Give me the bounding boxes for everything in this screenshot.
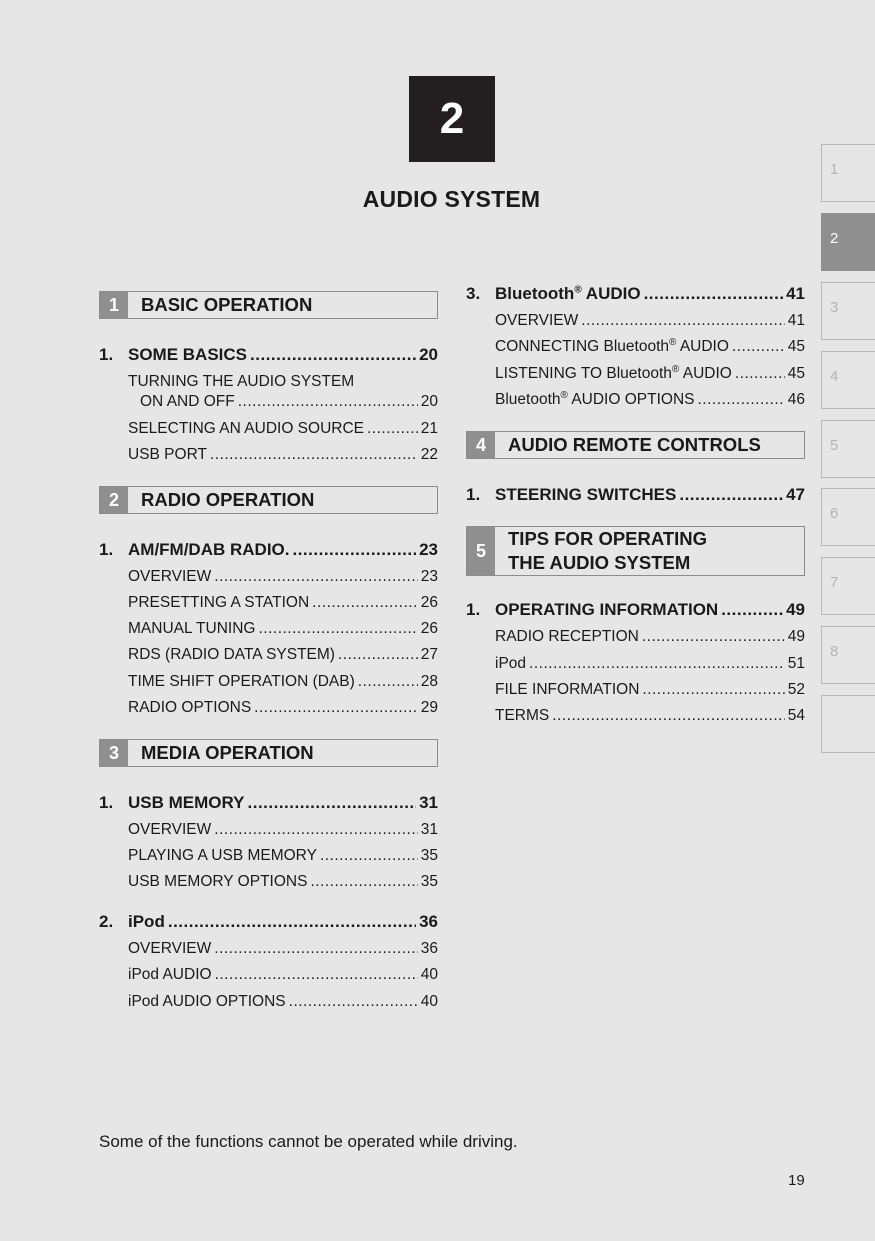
toc-entry-ipod-audio[interactable] [128, 966, 438, 984]
entry-title: RADIO OPTIONS [128, 699, 252, 716]
entry-number: 2. [99, 912, 114, 931]
dot-leader [529, 655, 785, 673]
dot-leader [214, 821, 417, 839]
section-title: RADIO OPERATION [141, 489, 315, 510]
toc-entry-time-shift[interactable] [128, 673, 438, 691]
entry-page: 49 [786, 600, 805, 619]
toc-entry-radio-options[interactable] [128, 699, 438, 717]
toc-entry-bt-listening[interactable] [495, 365, 805, 383]
chapter-tab-1[interactable]: 1 [821, 144, 875, 202]
entry-title: USB PORT [128, 446, 207, 463]
dot-leader [214, 940, 417, 958]
entry-number: 1. [99, 540, 114, 559]
entry-page: 45 [787, 338, 805, 355]
entry-page: 26 [420, 620, 438, 637]
toc-entry-radio-overview[interactable] [128, 568, 438, 586]
entry-page: 31 [420, 821, 438, 838]
entry-title: OVERVIEW [495, 312, 579, 329]
section-number: 2 [100, 487, 128, 513]
toc-entry-some-basics[interactable] [99, 345, 438, 365]
entry-page: 20 [420, 393, 438, 410]
toc-entry-presetting-station[interactable] [128, 594, 438, 612]
chapter-tab-4[interactable]: 4 [821, 351, 875, 409]
entry-page: 29 [420, 699, 438, 716]
entry-page: 27 [420, 646, 438, 663]
entry-title: USB MEMORY OPTIONS [128, 873, 308, 890]
registered-mark: ® [560, 389, 568, 401]
page-number: 19 [788, 1172, 805, 1189]
toc-entry-ipod-overview[interactable] [128, 940, 438, 958]
chapter-tab-3[interactable]: 3 [821, 282, 875, 340]
dot-leader [644, 284, 784, 304]
section-header-radio-operation[interactable] [99, 486, 438, 514]
entry-title: TERMS [495, 707, 550, 724]
toc-entry-amfm-dab-radio[interactable] [99, 540, 438, 560]
entry-number: 1. [99, 793, 114, 812]
entry-title: iPod [128, 912, 165, 931]
toc-entry-radio-reception[interactable] [495, 628, 805, 646]
toc-entry-rds[interactable] [128, 646, 438, 664]
chapter-number: 2 [439, 94, 465, 143]
entry-title: TIME SHIFT OPERATION (DAB) [128, 673, 355, 690]
toc-entry-steering-switches[interactable] [466, 485, 805, 505]
entry-title: MANUAL TUNING [128, 620, 256, 637]
toc-entry-turning-line1[interactable] [128, 373, 438, 391]
dot-leader [338, 646, 418, 664]
entry-title: iPod AUDIO [128, 966, 212, 983]
toc-entry-playing-usb[interactable] [128, 847, 438, 865]
registered-mark: ® [574, 284, 582, 296]
entry-title: OVERVIEW [128, 821, 212, 838]
entry-page: 35 [420, 873, 438, 890]
entry-page: 49 [787, 628, 805, 645]
entry-title: Bluetooth® AUDIO [495, 284, 641, 303]
dot-leader [697, 391, 784, 409]
dot-leader [254, 699, 418, 717]
section-number: 3 [100, 740, 128, 766]
entry-title: SELECTING AN AUDIO SOURCE [128, 420, 364, 437]
dot-leader [168, 912, 416, 932]
dot-leader [732, 338, 785, 356]
entry-title: iPod AUDIO OPTIONS [128, 993, 286, 1010]
entry-page: 31 [419, 793, 438, 812]
dot-leader [312, 594, 418, 612]
entry-page: 36 [419, 912, 438, 931]
entry-page: 52 [787, 681, 805, 698]
dot-leader [210, 446, 418, 464]
toc-entry-usb-options[interactable] [128, 873, 438, 891]
dot-leader [214, 568, 417, 586]
dot-leader [250, 345, 416, 365]
entry-number: 1. [99, 345, 114, 364]
toc-entry-bt-overview[interactable] [495, 312, 805, 330]
entry-number: 1. [466, 600, 481, 619]
toc-entry-ipod-audio-options[interactable] [128, 993, 438, 1011]
section-header-audio-remote-controls[interactable] [466, 431, 805, 459]
toc-entry-usb-overview[interactable] [128, 821, 438, 839]
entry-page: 20 [419, 345, 438, 364]
dot-leader [358, 673, 418, 691]
dot-leader [292, 540, 416, 560]
section-header-tips-for-operating[interactable] [466, 526, 805, 576]
entry-page: 40 [420, 993, 438, 1010]
entry-page: 40 [420, 966, 438, 983]
entry-title: iPod [495, 655, 527, 672]
entry-page: 35 [420, 847, 438, 864]
entry-number: 3. [466, 284, 481, 303]
toc-entry-usb-memory[interactable] [99, 793, 438, 813]
toc-entry-turning-line2[interactable] [140, 393, 438, 411]
toc-entry-terms[interactable] [495, 707, 805, 725]
dot-leader [679, 485, 783, 505]
entry-page: 41 [786, 284, 805, 303]
chapter-title: AUDIO SYSTEM [362, 186, 541, 212]
entry-page: 21 [420, 420, 438, 437]
section-number: 5 [467, 527, 495, 575]
entry-page: 28 [420, 673, 438, 690]
dot-leader [248, 793, 417, 813]
entry-title: FILE INFORMATION [495, 681, 640, 698]
registered-mark: ® [671, 363, 680, 375]
entry-title: RADIO RECEPTION [495, 628, 639, 645]
section-number: 4 [467, 432, 495, 458]
toc-entry-manual-tuning[interactable] [128, 620, 438, 638]
entry-title: OVERVIEW [128, 568, 212, 585]
dot-leader [581, 312, 784, 330]
chapter-tab-blank[interactable] [821, 695, 875, 753]
section-title: BASIC OPERATION [141, 294, 313, 315]
section-header-basic-operation[interactable] [99, 291, 438, 319]
registered-mark: ® [669, 336, 677, 348]
entry-page: 26 [420, 594, 438, 611]
toc-entry-bluetooth-audio[interactable] [466, 284, 805, 304]
entry-page: 46 [787, 391, 805, 408]
chapter-tab-6[interactable]: 6 [821, 488, 875, 546]
entry-page: 36 [420, 940, 438, 957]
toc-entry-usb-port[interactable] [128, 446, 438, 464]
chapter-tab-2[interactable]: 2 [821, 213, 875, 271]
entry-title: PRESETTING A STATION [128, 594, 310, 611]
section-number: 1 [100, 292, 128, 318]
chapter-tab-5[interactable]: 5 [821, 420, 875, 478]
dot-leader [289, 993, 418, 1011]
entry-title: SOME BASICS [128, 345, 248, 364]
chapter-tab-7[interactable]: 7 [821, 557, 875, 615]
dot-leader [642, 628, 785, 646]
toc-entry-ipod-info[interactable] [495, 655, 805, 673]
section-title: TIPS FOR OPERATING THE AUDIO SYSTEM [508, 528, 708, 573]
entry-title: OPERATING INFORMATION [495, 600, 719, 619]
entry-title: STEERING SWITCHES [495, 485, 677, 504]
dot-leader [238, 393, 418, 411]
entry-page: 41 [787, 312, 805, 329]
entry-title: OVERVIEW [128, 940, 212, 957]
dot-leader [310, 873, 417, 891]
toc-entry-operating-information[interactable] [466, 600, 805, 620]
entry-page: 23 [420, 568, 438, 585]
dot-leader [735, 365, 785, 383]
entry-title: RDS (RADIO DATA SYSTEM) [128, 646, 335, 663]
chapter-number-box [409, 76, 495, 162]
dot-leader [367, 420, 418, 438]
dot-leader [552, 707, 785, 725]
toc-entry-bt-connecting[interactable] [495, 338, 805, 356]
entry-title: ON AND OFF [140, 393, 235, 410]
toc-entry-file-information[interactable] [495, 681, 805, 699]
dot-leader [215, 966, 418, 984]
section-header-media-operation[interactable] [99, 739, 438, 767]
chapter-tab-8[interactable]: 8 [821, 626, 875, 684]
section-title: MEDIA OPERATION [141, 742, 314, 763]
entry-title: LISTENING TO Bluetooth® AUDIO [495, 363, 732, 382]
dot-leader [258, 620, 417, 638]
entry-title: CONNECTING Bluetooth® AUDIO [495, 336, 729, 355]
entry-title: USB MEMORY [128, 793, 245, 812]
entry-page: 45 [787, 365, 805, 382]
entry-page: 23 [419, 540, 438, 559]
toc-entry-selecting-source[interactable] [128, 420, 438, 438]
entry-title: AM/FM/DAB RADIO. [128, 540, 290, 559]
entry-page: 47 [786, 485, 805, 504]
dot-leader [642, 681, 784, 699]
entry-page: 22 [420, 446, 438, 463]
entry-page: 51 [787, 655, 805, 672]
toc-entry-ipod[interactable] [99, 912, 438, 932]
entry-title: TURNING THE AUDIO SYSTEM [128, 373, 355, 390]
entry-title: PLAYING A USB MEMORY [128, 847, 317, 864]
toc-entry-bt-options[interactable] [495, 391, 805, 409]
dot-leader [320, 847, 418, 865]
footnote: Some of the functions cannot be operated while driving. [99, 1132, 518, 1151]
entry-page: 54 [787, 707, 805, 724]
dot-leader [721, 600, 783, 620]
entry-number: 1. [466, 485, 481, 504]
entry-title: Bluetooth® AUDIO OPTIONS [495, 389, 695, 408]
section-title: AUDIO REMOTE CONTROLS [508, 434, 761, 455]
